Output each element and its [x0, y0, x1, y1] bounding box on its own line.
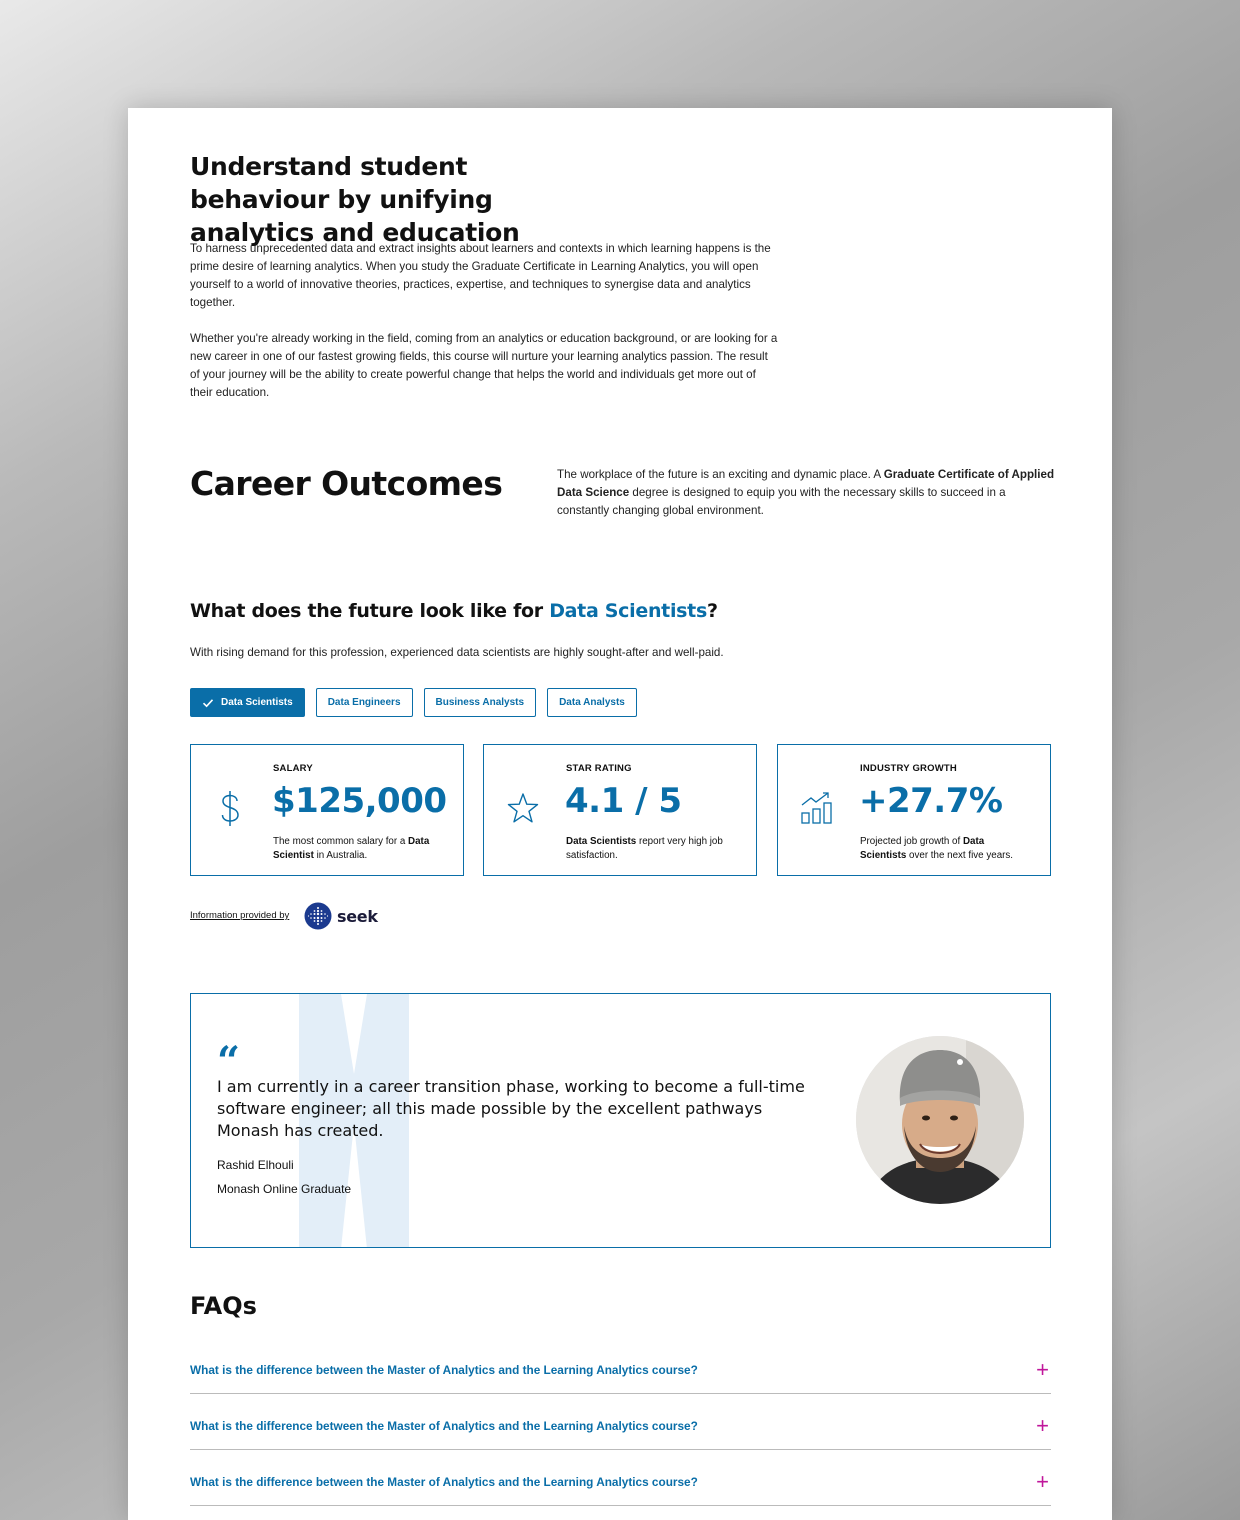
stat-label: SALARY [273, 763, 313, 774]
faq-question: What is the difference between the Master of Analytics and the Learning Analytics course? [190, 1363, 698, 1377]
stat-value: $125,000 [272, 781, 447, 821]
information-provided-link[interactable]: Information provided by [190, 910, 290, 921]
future-title-prefix: What does the future look like for [190, 600, 550, 622]
tab-data-scientists[interactable] [190, 688, 305, 717]
plus-icon[interactable]: + [1036, 1357, 1049, 1382]
career-outcomes-description [557, 466, 1057, 520]
career-outcomes-title: Career Outcomes [190, 464, 503, 503]
quote-icon: “ [217, 1038, 241, 1085]
tab-label: Business Analysts [435, 697, 525, 708]
stat-note-text: Projected job growth of [860, 836, 963, 847]
intro-paragraph-2: Whether you're already working in the field, coming from an analytics or education background, or are looking for a new career in one of our fastest growing fields, this course will nurture your learning analytics passion. The result of your journey will be the ability to create powerful change that helps the world and individuals get more out of their education. [190, 332, 778, 399]
stat-note-bold: Data Scientist [273, 836, 430, 861]
growth-chart-icon [800, 789, 834, 829]
faq-item[interactable] [190, 1466, 1051, 1506]
tab-label: Data Engineers [327, 697, 401, 708]
intro-heading: Understand student behaviour by unifying analytics and education [190, 152, 520, 247]
testimonial-card [190, 993, 1051, 1248]
avatar [856, 1036, 1024, 1204]
future-title-suffix: ? [706, 600, 718, 622]
stat-note-text-end: in Australia. [313, 850, 368, 861]
stat-note-text-end: report very high job satisfaction. [566, 836, 723, 861]
stat-value: 4.1 / 5 [565, 781, 682, 821]
stat-value: +27.7% [859, 781, 1003, 821]
stat-note-bold: Data Scientists [860, 836, 985, 861]
profession-tabs [190, 688, 637, 717]
avatar-photo [856, 1036, 1024, 1204]
faq-question: What is the difference between the Master of Analytics and the Learning Analytics course? [190, 1475, 698, 1489]
stat-note-text: The most common salary for a [273, 836, 409, 847]
tab-business-analysts[interactable] [424, 688, 537, 717]
stat-note [273, 835, 445, 863]
stat-note-text-end: over the next five years. [906, 850, 1014, 861]
career-desc-text: The workplace of the future is an exciting and dynamic place. A [557, 468, 884, 481]
testimonial-role: Monash Online Graduate [217, 1182, 352, 1196]
tab-label: Data Scientists [221, 697, 293, 708]
page-card [128, 108, 1112, 1520]
seek-logo[interactable] [304, 902, 378, 930]
stat-label: STAR RATING [566, 763, 632, 774]
faq-question: What is the difference between the Master of Analytics and the Learning Analytics course? [190, 1419, 698, 1433]
faq-item[interactable] [190, 1354, 1051, 1394]
salary-card [190, 744, 464, 876]
star-icon [506, 789, 540, 829]
stat-note-bold: Data Scientists [566, 836, 637, 847]
plus-icon[interactable]: + [1036, 1469, 1049, 1494]
intro-paragraph-1: To harness unprecedented data and extract insights about learners and contexts in which learning happens is the prime desire of learning analytics. When you study the Graduate Certificate in Learning Analytics, you will open yourself to a world of innovative theories, practices, expertise, and techniques to synergise data and analytics together. [190, 242, 771, 309]
future-title [190, 600, 718, 622]
testimonial-quote: I am currently in a career transition phase, working to become a full-time software engineer; all this made possible by the excellent pathways Monash has created. [217, 1077, 805, 1140]
seek-logo-icon [304, 902, 332, 930]
stat-note [566, 835, 738, 863]
industry-growth-card [777, 744, 1051, 876]
stat-note [860, 835, 1032, 863]
dollar-icon [213, 789, 247, 829]
stat-label: INDUSTRY GROWTH [860, 763, 957, 774]
future-subtitle: With rising demand for this profession, experienced data scientists are highly sought-after and well-paid. [190, 646, 724, 659]
check-icon [202, 697, 214, 709]
career-desc-text-end: degree is designed to equip you with the necessary skills to succeed in a constantly changing global environment. [557, 486, 1006, 517]
seek-logo-text: seek [337, 906, 378, 926]
career-desc-course: Graduate Certificate of Applied Data Science [557, 468, 1055, 499]
star-rating-card [483, 744, 757, 876]
faq-item[interactable] [190, 1410, 1051, 1450]
plus-icon[interactable]: + [1036, 1413, 1049, 1438]
tab-data-engineers[interactable] [316, 688, 413, 717]
faqs-title: FAQs [190, 1292, 257, 1320]
testimonial-name: Rashid Elhouli [217, 1158, 294, 1172]
tab-data-analysts[interactable] [547, 688, 637, 717]
future-title-profession: Data Scientists [549, 600, 707, 622]
tab-label: Data Analysts [559, 697, 625, 708]
